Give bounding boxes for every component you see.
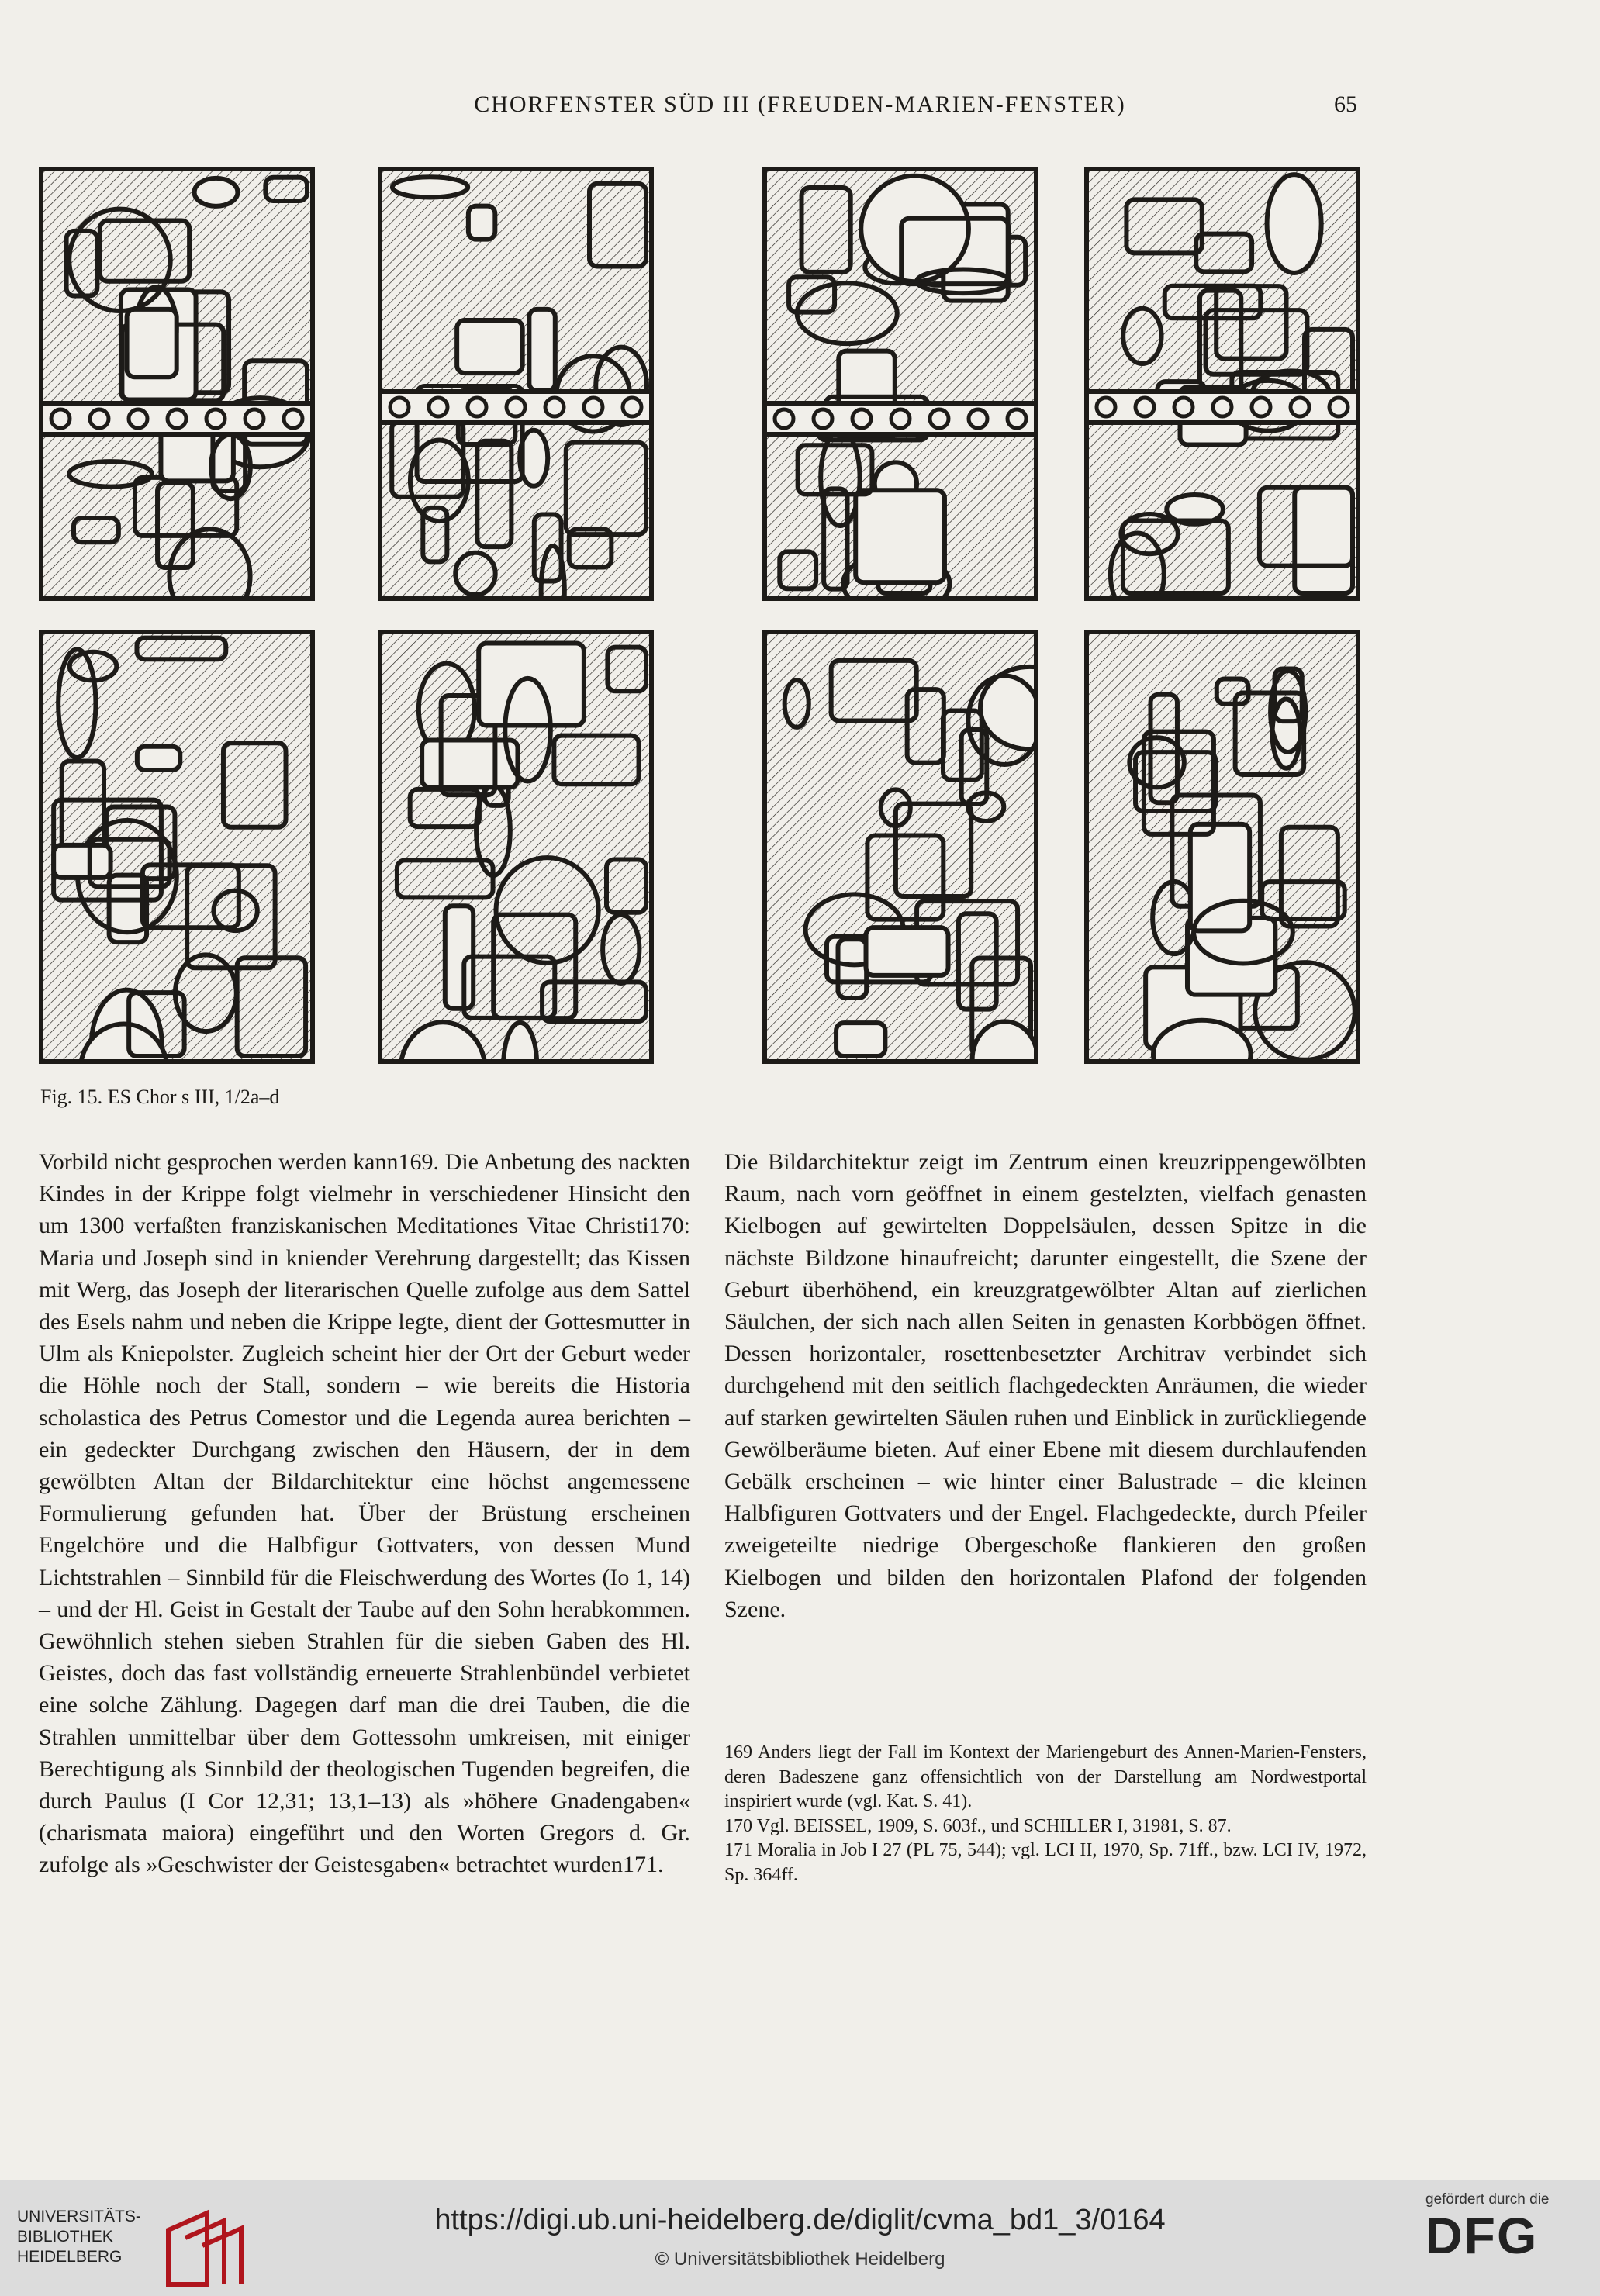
running-title: CHORFENSTER SÜD III (FREUDEN-MARIEN-FENSTER)	[474, 91, 1126, 117]
stained-glass-panel-b	[378, 167, 654, 601]
figure-caption: Fig. 15. ES Chor s III, 1/2a–d	[40, 1086, 280, 1108]
permalink[interactable]: https://digi.ub.uni-heidelberg.de/diglit/cvma_bd1_3/0164	[434, 2204, 1166, 2236]
stained-glass-panel-d	[1084, 167, 1360, 601]
stained-glass-panel-e	[39, 630, 315, 1064]
stained-glass-panel-c	[762, 167, 1038, 601]
footnote-170: 170 Vgl. BEISSEL, 1909, S. 603f., und SCHILLER I, 31981, S. 87.	[724, 1815, 1232, 1836]
viewer-footer	[0, 2180, 1600, 2296]
right-column-text: Die Bildarchitektur zeigt im Zentrum einen kreuzrippengewölbten Raum, nach vorn geöffnet in einem gestelzten, vielfach genasten Kielbogen auf gewirtelten Doppelsäulen, dessen Spitze in die nächste Bildzone hinaufreicht; darunter eingestellt, die Szene der Geburt überhöhend, ein kreuzgratgewölbter Altan auf zierlichen Säulchen, der sich nach allen Seiten in genasten Korbbögen öffnet. Dessen horizontaler, rosettenbesetzter Architrav verbindet sich durchgehend mit den seitlich flachgedeckten Anräumen, die wieder auf starken gewirtelten Säulen ruhen und Einblick in zurückliegende Gewölberäume bieten. Auf einer Ebene mit diesem durchlaufenden Gebälk erscheinen – wie hinter einer Balustrade – die kleinen Halbfiguren Gottvaters und der Engel. Flachgedeckte, durch Pfeiler zweigeteilte niedrige Obergeschoße flankieren den großen Kielbogen und bilden den horizontalen Plafond der folgenden Szene.	[724, 1149, 1367, 1622]
stained-glass-panel-h	[1084, 630, 1360, 1064]
dfg-logo[interactable]	[1425, 2191, 1581, 2263]
library-name: UNIVERSITÄTS- BIBLIOTHEK HEIDELBERG	[17, 2208, 141, 2266]
funder-mark: DFG	[1425, 2207, 1539, 2264]
footnote-169: 169 Anders liegt der Fall im Kontext der Mariengeburt des Annen-Marien-Fensters, deren Badeszene ganz offensichtlich von der Darstellung am Nordwestportal inspiriert wurde (vgl. Kat. S. 41).	[724, 1742, 1367, 1811]
copyright: © Universitätsbibliothek Heidelberg	[655, 2249, 945, 2270]
page-number: 65	[1334, 91, 1357, 117]
right-column	[724, 1146, 1367, 1625]
stained-glass-panel-a	[39, 167, 315, 601]
funder-note: gefördert durch die	[1425, 2191, 1550, 2208]
footnote-171: 171 Moralia in Job I 27 (PL 75, 544); vgl. LCI II, 1970, Sp. 71ff., bzw. LCI IV, 1972, Sp. 364ff.	[724, 1840, 1367, 1885]
left-column	[39, 1146, 690, 1881]
stained-glass-panel-g	[762, 630, 1038, 1064]
left-column-text: Vorbild nicht gesprochen werden kann169. Die Anbetung des nackten Kindes in der Krippe folgt vielmehr in verschiedener Hinsicht den um 1300 verfaßten franziskanischen Meditationes Vitae Christi170: Maria und Joseph sind in kniender Verehrung dargestellt; das Kissen mit Werg, das Joseph der literarischen Quelle zufolge aus dem Sattel des Esels nahm und neben die Krippe legte, dient der Gottesmutter in Ulm als Kniepolster. Zugleich scheint hier der Ort der Geburt weder die Höhle noch der Stall, sondern – wie bereits die Historia scholastica des Petrus Comestor und die Legenda aurea berichten – ein gedeckter Durchgang zwischen den Häusern, der in dem gewölbten Altan der Bildarchitektur eine höchst angemessene Formulierung gefunden hat. Über der Brüstung erscheinen Engelchöre und die Halbfigur Gottvaters, von dessen Mund Lichtstrahlen – Sinnbild für die Fleischwerdung des Wortes (Io 1, 14) – und der Hl. Geist in Gestalt der Taube auf den Sohn herabkommen. Gewöhnlich stehen sieben Strahlen für die sieben Gaben des Hl. Geistes, doch das fast vollständig erneuerte Strahlenbündel verbietet eine solche Zählung. Dagegen darf man die drei Tauben, die die Strahlen unmittelbar über dem Gottessohn umkreisen, mit einiger Berechtigung als Sinnbild der theologischen Tugenden begreifen, die durch Paulus (I Cor 12,31; 13,1–13) als »höhere Gnadengaben« (charismata maiora) eingeführt und den Worten Gregors d. Gr. zufolge als »Geschwister der Geistesgaben« betrachtet wurden171.	[39, 1149, 690, 1878]
stained-glass-panel-f	[378, 630, 654, 1064]
footnotes	[724, 1741, 1367, 1887]
